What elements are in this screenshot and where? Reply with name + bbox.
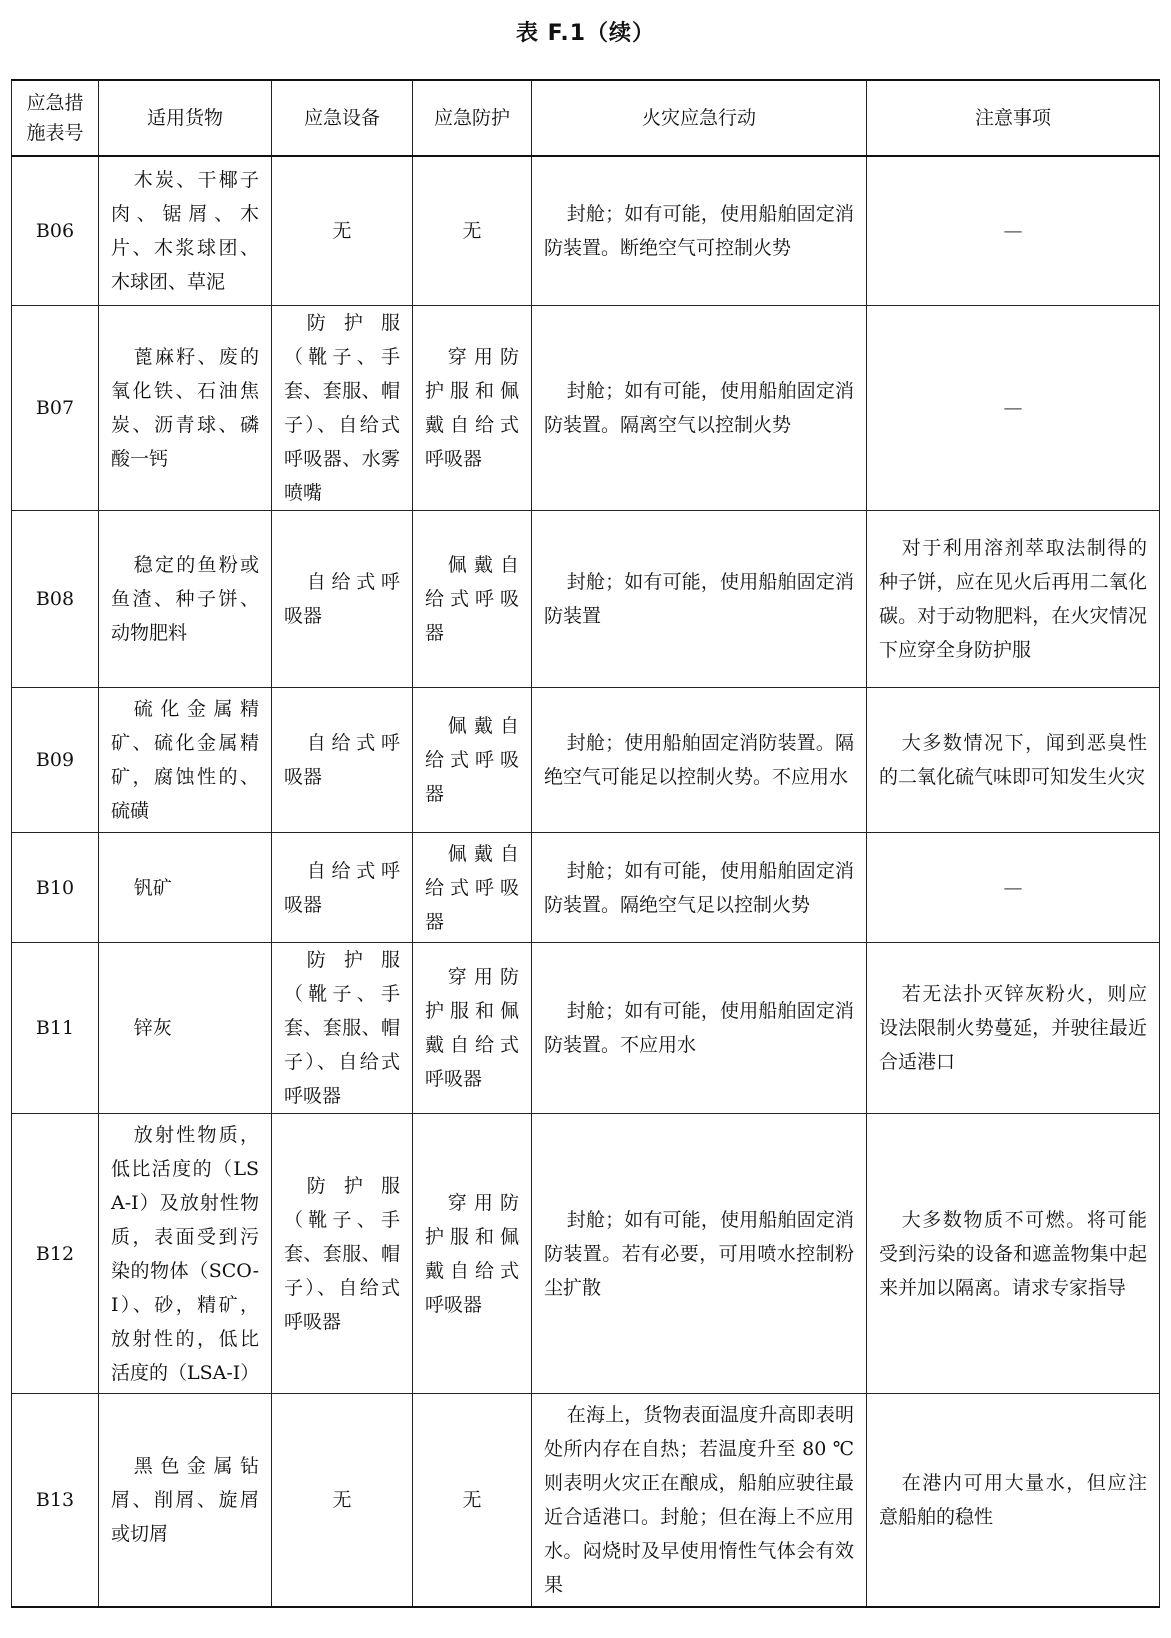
row-fire-action: 封舱；如有可能，使用船舶固定消防装置。隔离空气以控制火势: [532, 306, 867, 511]
row-id: B10: [12, 833, 99, 943]
table-row: [12, 156, 1160, 306]
row-cargo: 放射性物质，低比活度的（LSA-I）及放射性物质，表面受到污染的物体（SCO-I）、砂，精矿，放射性的，低比活度的（LSA-I）: [99, 1114, 272, 1394]
row-fire-action: 封舱；如有可能，使用船舶固定消防装置。隔绝空气足以控制火势: [532, 833, 867, 943]
row-equipment: 防护服（靴子、手套、套服、帽子）、自给式呼吸器、水雾喷嘴: [272, 306, 413, 511]
row-equipment: 无: [272, 156, 413, 306]
table-row: [12, 943, 1160, 1114]
header-notes: 注意事项: [867, 80, 1160, 156]
table-row: [12, 306, 1160, 511]
row-protection: 穿用防护服和佩戴自给式呼吸器: [413, 943, 532, 1114]
row-id: B13: [12, 1394, 99, 1608]
row-id: B08: [12, 511, 99, 688]
row-equipment: 自给式呼吸器: [272, 688, 413, 833]
row-notes: —: [867, 156, 1160, 306]
table-row: [12, 1394, 1160, 1608]
row-protection: 无: [413, 1394, 532, 1608]
row-protection: 穿用防护服和佩戴自给式呼吸器: [413, 1114, 532, 1394]
row-fire-action: 封舱；如有可能，使用船舶固定消防装置。断绝空气可控制火势: [532, 156, 867, 306]
row-protection: 佩戴自给式呼吸器: [413, 511, 532, 688]
header-cargo: 适用货物: [99, 80, 272, 156]
table-row: [12, 688, 1160, 833]
table-row: [12, 1114, 1160, 1394]
row-notes: 大多数情况下，闻到恶臭性的二氧化硫气味即可知发生火灾: [867, 688, 1160, 833]
row-id: B07: [12, 306, 99, 511]
row-equipment: 自给式呼吸器: [272, 511, 413, 688]
row-notes: 在港内可用大量水，但应注意船舶的稳性: [867, 1394, 1160, 1608]
row-id: B12: [12, 1114, 99, 1394]
row-protection: 穿用防护服和佩戴自给式呼吸器: [413, 306, 532, 511]
header-fire-action: 火灾应急行动: [532, 80, 867, 156]
row-cargo: 锌灰: [99, 943, 272, 1114]
row-fire-action: 在海上，货物表面温度升高即表明处所内存在自热；若温度升至 80 ℃则表明火灾正在酿成，船舶应驶往最近合适港口。封舱；但在海上不应用水。闷烧时及早使用惰性气体会有效果: [532, 1394, 867, 1608]
row-fire-action: 封舱；使用船舶固定消防装置。隔绝空气可能足以控制火势。不应用水: [532, 688, 867, 833]
row-fire-action: 封舱；如有可能，使用船舶固定消防装置: [532, 511, 867, 688]
header-protection: 应急防护: [413, 80, 532, 156]
header-id: 应急措施表号: [12, 80, 99, 156]
header-row: [12, 80, 1160, 156]
row-equipment: 防护服（靴子、手套、套服、帽子）、自给式呼吸器: [272, 1114, 413, 1394]
row-protection: 佩戴自给式呼吸器: [413, 688, 532, 833]
row-cargo: 木炭、干椰子肉、锯屑、木片、木浆球团、木球团、草泥: [99, 156, 272, 306]
row-notes: 若无法扑灭锌灰粉火，则应设法限制火势蔓延，并驶往最近合适港口: [867, 943, 1160, 1114]
emergency-measures-table: [11, 79, 1160, 1608]
header-equipment: 应急设备: [272, 80, 413, 156]
row-equipment: 无: [272, 1394, 413, 1608]
row-notes: 对于利用溶剂萃取法制得的种子饼，应在见火后再用二氧化碳。对于动物肥料，在火灾情况下应穿全身防护服: [867, 511, 1160, 688]
row-notes: 大多数物质不可燃。将可能受到污染的设备和遮盖物集中起来并加以隔离。请求专家指导: [867, 1114, 1160, 1394]
row-cargo: 稳定的鱼粉或鱼渣、种子饼、动物肥料: [99, 511, 272, 688]
row-equipment: 防护服（靴子、手套、套服、帽子）、自给式呼吸器: [272, 943, 413, 1114]
row-id: B11: [12, 943, 99, 1114]
row-protection: 佩戴自给式呼吸器: [413, 833, 532, 943]
row-notes: —: [867, 833, 1160, 943]
row-cargo: 蓖麻籽、废的氧化铁、石油焦炭、沥青球、磷酸一钙: [99, 306, 272, 511]
table-row: [12, 511, 1160, 688]
table-title: 表 F.1（续）: [515, 21, 656, 46]
row-fire-action: 封舱；如有可能，使用船舶固定消防装置。若有必要，可用喷水控制粉尘扩散: [532, 1114, 867, 1394]
row-id: B06: [12, 156, 99, 306]
row-equipment: 自给式呼吸器: [272, 833, 413, 943]
row-cargo: 钒矿: [99, 833, 272, 943]
row-cargo: 硫化金属精矿、硫化金属精矿，腐蚀性的、硫磺: [99, 688, 272, 833]
row-notes: —: [867, 306, 1160, 511]
row-fire-action: 封舱；如有可能，使用船舶固定消防装置。不应用水: [532, 943, 867, 1114]
row-id: B09: [12, 688, 99, 833]
row-protection: 无: [413, 156, 532, 306]
table-row: [12, 833, 1160, 943]
row-cargo: 黑色金属钻屑、削屑、旋屑或切屑: [99, 1394, 272, 1608]
